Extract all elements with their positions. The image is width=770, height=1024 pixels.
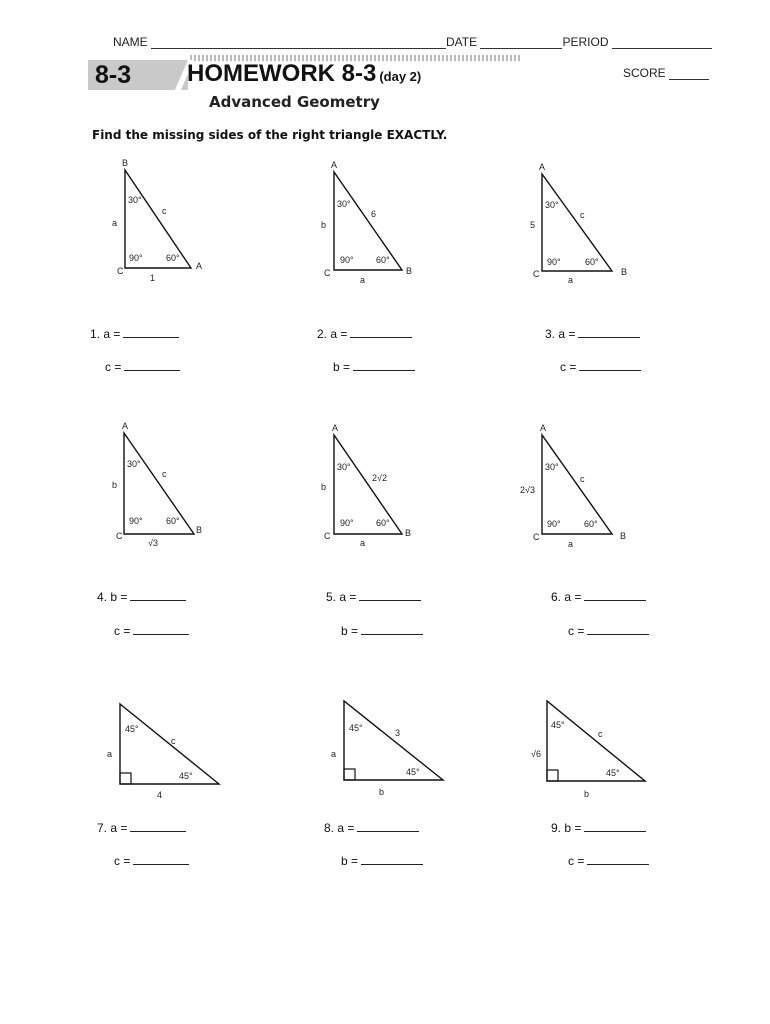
answer-blank[interactable] — [357, 821, 419, 832]
angle-right-label: 60° — [376, 518, 390, 528]
answer-blank[interactable] — [587, 854, 649, 865]
vertex-right-label: A — [196, 261, 203, 271]
answer-8a[interactable]: 8. a = — [324, 821, 419, 835]
triangle-2 — [310, 150, 430, 290]
answer-8b[interactable]: b = — [341, 854, 423, 868]
answer-9a[interactable]: 9. b = — [551, 821, 646, 835]
section-number: 8-3 — [95, 61, 132, 89]
answer-blank[interactable] — [361, 854, 423, 865]
title-suffix: (day 2) — [379, 69, 422, 84]
side-left-label: b — [321, 220, 327, 230]
angle-top-label: 45° — [349, 723, 363, 733]
triangle-5 — [310, 415, 430, 555]
answer-blank[interactable] — [584, 821, 646, 832]
vertex-top-label: A — [331, 160, 338, 170]
answer-blank[interactable] — [579, 360, 641, 371]
vertex-right-label: B — [620, 531, 627, 541]
answer-blank[interactable] — [350, 327, 412, 338]
side-left-label: a — [331, 749, 337, 759]
answer-3a[interactable]: 3. a = — [545, 327, 640, 341]
side-hyp-label: 3 — [395, 728, 401, 738]
triangle-8 — [325, 695, 455, 805]
page-title — [187, 60, 421, 88]
angle-top-label: 30° — [128, 195, 142, 205]
period-blank[interactable] — [612, 37, 712, 49]
name-field[interactable] — [113, 35, 712, 49]
side-hyp-label: c — [580, 474, 585, 484]
answer-blank[interactable] — [133, 854, 189, 865]
side-left-label: b — [321, 482, 327, 492]
side-hyp-label: 2√2 — [372, 473, 387, 483]
date-blank[interactable] — [480, 37, 562, 49]
angle-top-label: 45° — [551, 720, 565, 730]
vertex-c-label: C — [116, 531, 123, 541]
vertex-right-label: B — [405, 528, 412, 538]
side-bottom-label: 1 — [150, 273, 156, 283]
answer-blank[interactable] — [359, 590, 421, 601]
side-left-label: √6 — [531, 749, 541, 759]
angle-right-label: 45° — [179, 771, 193, 781]
answer-5a[interactable]: 5. a = — [326, 590, 421, 604]
score-blank[interactable] — [669, 68, 709, 80]
angle-top-label: 30° — [127, 459, 141, 469]
name-blank[interactable] — [151, 37, 446, 49]
answer-5b[interactable]: b = — [341, 624, 423, 638]
side-left-label: 2√3 — [520, 485, 535, 495]
answer-3b[interactable]: c = — [560, 360, 641, 374]
answer-6a[interactable]: 6. a = — [551, 590, 646, 604]
side-hyp-label: c — [580, 210, 585, 220]
page-subtitle: Advanced Geometry — [209, 93, 380, 111]
angle-right-label: 60° — [166, 253, 180, 263]
triangle-1 — [100, 150, 220, 290]
answer-blank[interactable] — [133, 624, 189, 635]
title-text: HOMEWORK 8-3 — [187, 60, 377, 87]
answer-blank[interactable] — [130, 821, 186, 832]
name-label: NAME — [113, 35, 148, 49]
vertex-right-label: B — [621, 267, 628, 277]
vertex-c-label: C — [533, 269, 540, 279]
angle-top-label: 45° — [125, 724, 139, 734]
vertex-c-label: C — [117, 266, 124, 276]
triangle-9 — [528, 695, 658, 805]
side-hyp-label: c — [162, 206, 167, 216]
angle-right-angle-label: 90° — [129, 516, 143, 526]
score-label: SCORE — [623, 66, 666, 80]
side-bottom-label: a — [360, 538, 366, 548]
vertex-c-label: C — [324, 531, 331, 541]
angle-right-angle-label: 90° — [547, 519, 561, 529]
angle-top-label: 30° — [337, 199, 351, 209]
side-bottom-label: a — [360, 275, 366, 285]
score-field[interactable] — [623, 66, 709, 80]
answer-6b[interactable]: c = — [568, 624, 649, 638]
vertex-right-label: B — [196, 525, 203, 535]
answer-7a[interactable]: 7. a = — [97, 821, 186, 835]
angle-right-label: 60° — [584, 519, 598, 529]
side-left-label: a — [107, 749, 113, 759]
answer-1a[interactable]: 1. a = — [90, 327, 179, 341]
answer-4a[interactable]: 4. b = — [97, 590, 186, 604]
vertex-c-label: C — [324, 268, 331, 278]
side-bottom-label: √3 — [148, 538, 158, 548]
side-hyp-label: 6 — [371, 209, 377, 219]
side-left-label: 5 — [530, 220, 536, 230]
date-label: DATE — [446, 35, 478, 49]
side-bottom-label: 4 — [157, 790, 163, 800]
answer-1b[interactable]: c = — [105, 360, 180, 374]
angle-top-label: 30° — [545, 462, 559, 472]
triangle-3 — [520, 150, 640, 290]
vertex-c-label: C — [533, 532, 540, 542]
period-label: PERIOD — [562, 35, 609, 49]
instructions: Find the missing sides of the right triangle EXACTLY. — [92, 128, 448, 142]
vertex-top-label: A — [122, 421, 129, 431]
angle-right-angle-label: 90° — [547, 257, 561, 267]
angle-right-angle-label: 90° — [340, 255, 354, 265]
vertex-top-label: A — [540, 423, 547, 433]
answer-blank[interactable] — [578, 327, 640, 338]
side-hyp-label: c — [171, 736, 176, 746]
angle-top-label: 30° — [337, 462, 351, 472]
angle-right-label: 45° — [606, 768, 620, 778]
vertex-top-label: A — [539, 162, 546, 172]
answer-blank[interactable] — [361, 624, 423, 635]
angle-right-angle-label: 90° — [340, 518, 354, 528]
side-bottom-label: a — [568, 275, 574, 285]
angle-right-label: 60° — [166, 516, 180, 526]
answer-blank[interactable] — [124, 360, 180, 371]
answer-2b[interactable]: b = — [333, 360, 415, 374]
triangle-4 — [100, 415, 220, 555]
answer-2a[interactable]: 2. a = — [317, 327, 412, 341]
answer-blank[interactable] — [130, 590, 186, 601]
side-bottom-label: b — [379, 787, 385, 797]
triangle-6 — [520, 415, 640, 555]
angle-right-label: 60° — [585, 257, 599, 267]
angle-right-label: 60° — [376, 255, 390, 265]
answer-9b[interactable]: c = — [568, 854, 649, 868]
side-left-label: a — [112, 218, 118, 228]
vertex-top-label: B — [122, 158, 129, 168]
triangle-7 — [100, 695, 230, 805]
answer-blank[interactable] — [353, 360, 415, 371]
vertex-top-label: A — [332, 423, 339, 433]
vertex-right-label: B — [406, 266, 413, 276]
answer-7b[interactable]: c = — [114, 854, 189, 868]
side-left-label: b — [112, 480, 118, 490]
angle-top-label: 30° — [545, 200, 559, 210]
side-bottom-label: a — [568, 539, 574, 549]
side-hyp-label: c — [162, 469, 167, 479]
answer-4b[interactable]: c = — [114, 624, 189, 638]
answer-blank[interactable] — [584, 590, 646, 601]
angle-right-angle-label: 90° — [129, 253, 143, 263]
answer-blank[interactable] — [123, 327, 179, 338]
angle-right-label: 45° — [406, 767, 420, 777]
answer-blank[interactable] — [587, 624, 649, 635]
side-hyp-label: c — [598, 729, 603, 739]
side-bottom-label: b — [584, 789, 590, 799]
